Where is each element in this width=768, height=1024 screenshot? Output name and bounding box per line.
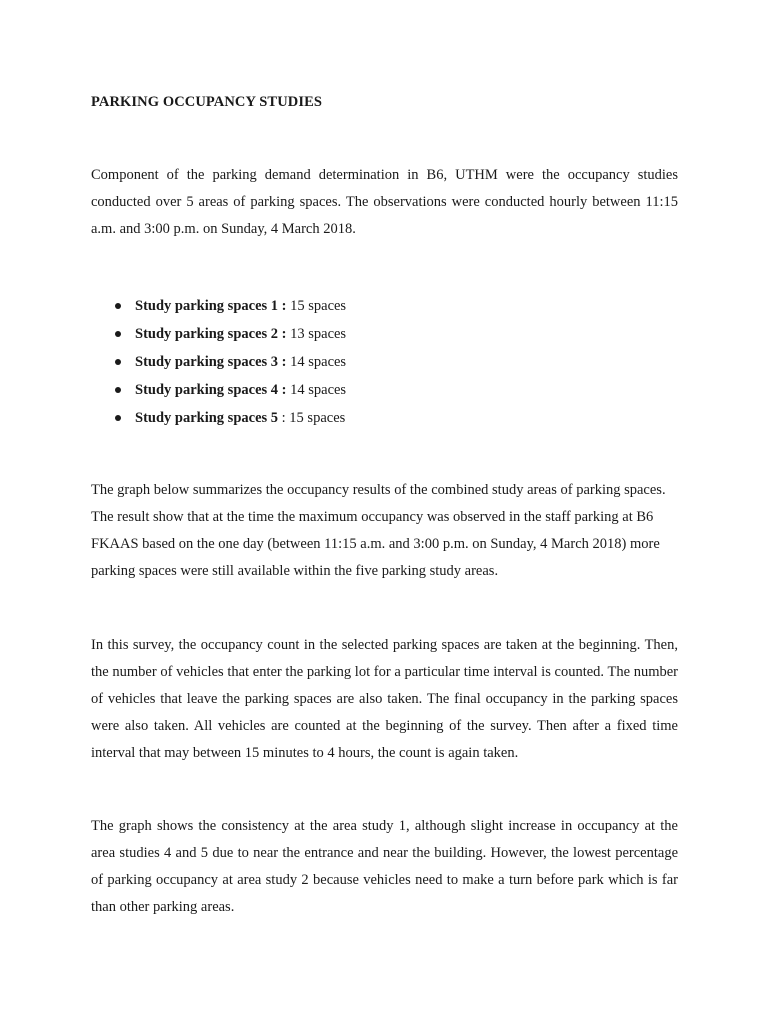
- bullet-icon: [115, 415, 121, 421]
- study-area-value: 15 spaces: [286, 298, 347, 314]
- summary-paragraph: The graph below summarizes the occupancy results of the combined study areas of parking spaces. The result show that at the time the maximum occupancy was observed in the staff parking at B6 FKAAS based on the one day (between 11:15 a.m. and 3:00 p.m. on Sunday, 4 March 2018) more parking spaces were still available within the five parking study areas.: [91, 482, 666, 579]
- list-item: [91, 404, 346, 432]
- bullet-icon: [115, 387, 121, 393]
- bullet-icon: [115, 331, 121, 337]
- findings-paragraph: The graph shows the consistency at the area study 1, although slight increase in occupancy at the area studies 4 and 5 due to near the entrance and near the building. However, the lowest percentage of parking occupancy at area study 2 because vehicles need to make a turn before park which is far than other parking areas.: [91, 818, 678, 915]
- list-item: [91, 376, 346, 404]
- study-area-label: Study parking spaces 2 :: [135, 326, 287, 342]
- bullet-icon: [115, 303, 121, 309]
- study-area-label: Study parking spaces 3 :: [135, 354, 287, 370]
- list-item: [91, 292, 346, 320]
- study-area-label: Study parking spaces 1 :: [135, 298, 287, 314]
- study-area-value: 13 spaces: [286, 326, 347, 342]
- method-paragraph: In this survey, the occupancy count in the selected parking spaces are taken at the beginning. Then, the number of vehicles that enter the parking lot for a particular time interval is counted. The number of vehicles that leave the parking spaces are also taken. The final occupancy in the parking spaces were also taken. All vehicles are counted at the beginning of the survey. Then after a fixed time interval that may between 15 minutes to 4 hours, the count is again taken.: [91, 637, 678, 761]
- list-item: [91, 320, 346, 348]
- document-heading: PARKING OCCUPANCY STUDIES: [91, 94, 323, 110]
- list-item: [91, 348, 346, 376]
- study-area-label: Study parking spaces 5: [135, 410, 279, 426]
- study-area-value: 14 spaces: [286, 382, 347, 398]
- bullet-icon: [115, 359, 121, 365]
- study-area-value: : 15 spaces: [278, 410, 346, 426]
- study-area-label: Study parking spaces 4 :: [135, 382, 287, 398]
- study-areas-list: [91, 292, 346, 432]
- intro-paragraph: Component of the parking demand determination in B6, UTHM were the occupancy studies conducted over 5 areas of parking spaces. The observations were conducted hourly between 11:15 a.m. and 3:00 p.m. on Sunday, 4 March 2018.: [91, 167, 678, 237]
- study-area-value: 14 spaces: [286, 354, 347, 370]
